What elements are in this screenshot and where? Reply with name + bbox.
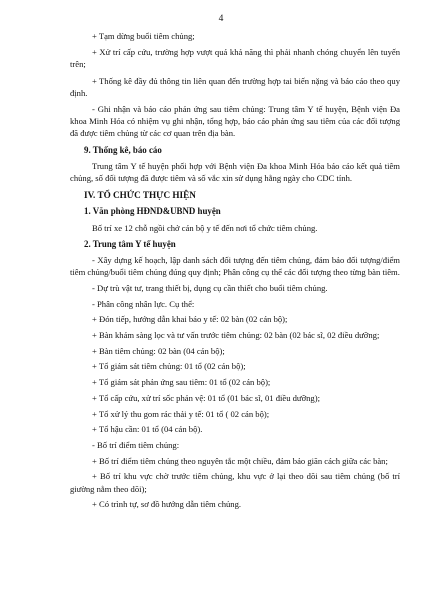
paragraph: - Dự trù vật tư, trang thiết bị, dụng cụ cần thiết cho buổi tiêm chủng.	[92, 282, 328, 293]
paragraph: + Xử trí cấp cứu, trường hợp vượt quá khả năng thì phải nhanh chóng chuyển lên tuyến trên;	[70, 47, 400, 70]
list-item: + Có trình tự, sơ đồ hướng dẫn tiêm chủng.	[92, 499, 242, 510]
page-number: 4	[218, 14, 224, 24]
list-item: + Bố trí điểm tiêm chủng theo nguyên tắc một chiều, đảm bảo giãn cách giữa các bàn;	[92, 455, 388, 466]
paragraph: Bố trí xe 12 chỗ ngồi chở cán bộ y tế đến nơi tổ chức tiêm chủng.	[92, 222, 318, 233]
document-body	[70, 30, 400, 514]
paragraph: - Phân công nhân lực. Cụ thể:	[92, 298, 195, 309]
paragraph: - Bố trí điểm tiêm chủng:	[92, 439, 180, 450]
paragraph: Trung tâm Y tế huyện phối hợp với Bệnh viện Đa khoa Minh Hóa báo cáo kết quả tiêm chủng, số đối tượng đã được tiêm và số vắc xin sử dụng hằng ngày cho CDC tỉnh.	[70, 160, 400, 184]
list-item: + Tổ giám sát phản ứng sau tiêm: 01 tổ (02 cán bộ);	[92, 377, 271, 388]
list-item: + Bố trí khu vực chờ trước tiêm chủng, khu vực ở lại theo dõi sau tiêm chủng (bố trí giường nằm theo dõi);	[70, 471, 400, 494]
paragraph: + Tạm dừng buổi tiêm chủng;	[92, 31, 195, 41]
list-item: + Tổ xử lý thu gom rác thải y tế: 01 tổ ( 02 cán bộ);	[92, 408, 270, 419]
paragraph: - Ghi nhận và báo cáo phản ứng sau tiêm chủng: Trung tâm Y tế huyện, Bệnh viện Đa khoa Minh Hóa có nhiệm vụ ghi nhận, tổng hợp, báo cáo phản ứng sau tiêm của các đối tượng đã được tiêm chủng từ các cơ quan trên địa bàn.	[70, 104, 400, 139]
list-item: + Bàn tiêm chủng: 02 bàn (04 cán bộ);	[92, 345, 225, 356]
list-item: + Tổ cấp cứu, xử trí sốc phản vệ: 01 tổ (01 bác sĩ, 01 điều dưỡng);	[92, 392, 320, 403]
paragraph: + Thống kê đầy đủ thông tin liên quan đến trường hợp tai biến nặng và báo cáo theo quy định.	[70, 75, 400, 98]
list-item: + Tổ giám sát tiêm chủng: 01 tổ (02 cán bộ);	[92, 361, 246, 372]
list-item: + Bàn khám sàng lọc và tư vấn trước tiêm chủng: 02 bàn (02 bác sĩ, 02 điều dưỡng;	[92, 330, 380, 341]
section-heading: 2. Trung tâm Y tế huyện	[84, 238, 176, 249]
section-heading: 1. Văn phòng HĐND&UBND huyện	[84, 206, 221, 217]
list-item: + Tổ hậu cần: 01 tổ (04 cán bộ).	[92, 424, 203, 435]
list-item: + Đón tiếp, hướng dẫn khai báo y tế: 02 bàn (02 cán bộ);	[92, 314, 288, 325]
chapter-heading: IV. TỔ CHỨC THỰC HIỆN	[84, 190, 196, 201]
paragraph: - Xây dựng kế hoạch, lập danh sách đối tượng đến tiêm chủng, đảm bảo đối tượng/điểm tiêm chủng/buổi tiêm chủng đúng quy định; Phân công cụ thể các đối tượng theo từng bàn tiêm.	[70, 255, 400, 278]
section-heading: 9. Thống kê, báo cáo	[84, 144, 162, 155]
